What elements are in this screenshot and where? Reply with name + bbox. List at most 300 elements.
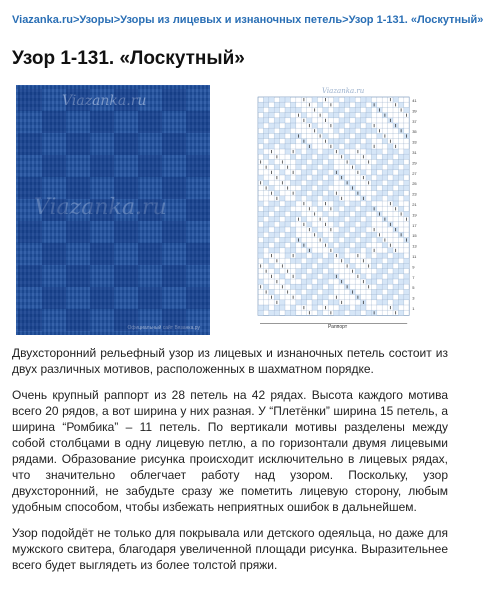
- scheme-cell: [269, 263, 274, 268]
- texture-block: [66, 265, 90, 287]
- scheme-cell: [366, 206, 371, 211]
- scheme-cell: [274, 310, 279, 315]
- scheme-cell: [263, 128, 268, 133]
- scheme-cell: [317, 295, 322, 300]
- scheme-cell: [355, 232, 360, 237]
- scheme-cell: [317, 154, 322, 159]
- scheme-cell: [398, 191, 403, 196]
- scheme-cell: [323, 154, 328, 159]
- texture-block: [186, 155, 210, 177]
- scheme-cell: [339, 201, 344, 206]
- scheme-cell: [290, 232, 295, 237]
- scheme-cell: [388, 165, 393, 170]
- scheme-cell: [398, 300, 403, 305]
- scheme-cell: [290, 133, 295, 138]
- knitting-scheme[interactable]: [244, 85, 436, 335]
- scheme-cell: [366, 149, 371, 154]
- scheme-cell: [296, 274, 301, 279]
- scheme-cell: [312, 201, 317, 206]
- scheme-cell: [398, 206, 403, 211]
- scheme-cell: [339, 243, 344, 248]
- row-number: 17: [412, 222, 417, 228]
- scheme-cell: [290, 284, 295, 289]
- scheme-cell: [334, 113, 339, 118]
- scheme-cell: [269, 107, 274, 112]
- scheme-cell: [317, 191, 322, 196]
- scheme-cell: [388, 248, 393, 253]
- scheme-cell: [361, 170, 366, 175]
- scheme-cell: [366, 237, 371, 242]
- scheme-cell: [393, 196, 398, 201]
- scheme-cell: [334, 107, 339, 112]
- scheme-cell: [371, 149, 376, 154]
- scheme-cell: [263, 222, 268, 227]
- scheme-cell: [269, 139, 274, 144]
- scheme-cell: [334, 139, 339, 144]
- photo-watermark: Viazanka.ru: [62, 93, 147, 109]
- scheme-cell: [285, 175, 290, 180]
- scheme-cell: [312, 97, 317, 102]
- scheme-cell: [371, 258, 376, 263]
- scheme-cell: [350, 222, 355, 227]
- scheme-cell: [301, 154, 306, 159]
- scheme-cell: [371, 232, 376, 237]
- scheme-cell: [361, 97, 366, 102]
- scheme-cell: [269, 185, 274, 190]
- scheme-cell: [328, 149, 333, 154]
- scheme-cell: [312, 123, 317, 128]
- scheme-cell: [398, 279, 403, 284]
- scheme-cell: [296, 258, 301, 263]
- row-number: 39: [412, 108, 417, 114]
- scheme-cell: [350, 144, 355, 149]
- scheme-cell: [280, 102, 285, 107]
- scheme-cell: [290, 211, 295, 216]
- scheme-cell: [317, 300, 322, 305]
- scheme-cell: [377, 289, 382, 294]
- scheme-cell: [350, 263, 355, 268]
- scheme-cell: [404, 196, 409, 201]
- row-number: 5: [412, 285, 415, 291]
- row-number: 3: [412, 295, 415, 301]
- scheme-cell: [312, 180, 317, 185]
- scheme-cell: [280, 211, 285, 216]
- scheme-cell: [269, 123, 274, 128]
- scheme-cell: [377, 253, 382, 258]
- scheme-cell: [274, 243, 279, 248]
- scheme-cell: [388, 274, 393, 279]
- scheme-cell: [323, 263, 328, 268]
- scheme-cell: [355, 107, 360, 112]
- scheme-cell: [274, 191, 279, 196]
- scheme-cell: [339, 248, 344, 253]
- scheme-cell: [258, 253, 263, 258]
- texture-block: [162, 309, 186, 331]
- scheme-cell: [269, 248, 274, 253]
- scheme-cell: [301, 191, 306, 196]
- scheme-cell: [344, 237, 349, 242]
- scheme-cell: [274, 118, 279, 123]
- scheme-cell: [323, 295, 328, 300]
- scheme-cell: [377, 274, 382, 279]
- scheme-cell: [366, 222, 371, 227]
- scheme-cell: [274, 102, 279, 107]
- scheme-cell: [258, 149, 263, 154]
- scheme-cell: [307, 295, 312, 300]
- row-number: 37: [412, 118, 417, 124]
- scheme-cell: [398, 269, 403, 274]
- scheme-cell: [317, 159, 322, 164]
- scheme-cell: [344, 222, 349, 227]
- scheme-cell: [328, 258, 333, 263]
- scheme-cell: [334, 201, 339, 206]
- scheme-cell: [274, 248, 279, 253]
- scheme-cell: [317, 102, 322, 107]
- scheme-cell: [350, 139, 355, 144]
- scheme-cell: [258, 279, 263, 284]
- scheme-cell: [296, 180, 301, 185]
- scheme-cell: [290, 305, 295, 310]
- scheme-cell: [404, 107, 409, 112]
- scheme-cell: [317, 175, 322, 180]
- scheme-cell: [339, 102, 344, 107]
- texture-block: [18, 221, 42, 243]
- scheme-cell: [361, 133, 366, 138]
- scheme-cell: [290, 310, 295, 315]
- scheme-cell: [307, 196, 312, 201]
- scheme-cell: [371, 274, 376, 279]
- scheme-cell: [285, 310, 290, 315]
- scheme-cell: [296, 253, 301, 258]
- scheme-cell: [274, 232, 279, 237]
- scheme-cell: [280, 237, 285, 242]
- breadcrumb-link-home[interactable]: Viazanka.ru: [12, 14, 73, 26]
- scheme-cell: [258, 102, 263, 107]
- scheme-cell: [334, 144, 339, 149]
- scheme-repeat-label: Раппорт: [328, 324, 348, 330]
- texture-block: [162, 221, 186, 243]
- scheme-cell: [344, 113, 349, 118]
- scheme-cell: [382, 284, 387, 289]
- scheme-cell: [328, 165, 333, 170]
- scheme-cell: [382, 300, 387, 305]
- scheme-cell: [377, 258, 382, 263]
- scheme-cell: [274, 269, 279, 274]
- paragraph-details: Очень крупный раппорт из 28 петель на 42 рядах. Высота каждого мотива всего 20 рядов, а вот ширина у них разная. У “Плетёнки” ширина 15 петель, а ширина “Ромбика” – 11 петель. По вертикали мотивы разделены между собой столбцами в одну лицевую петлю, а по горизонтали двумя лицевыми рядами. Образование рисунка происходит исключительно в лицевых рядах, что значительно облегчает работу над узором. Поскольку, узор двухсторонний, не забудьте сразу же пометить лицевую сторону, любым удобным способом, чтобы избежать неприятных ошибок в дальнейшем.: [12, 388, 448, 514]
- scheme-cell: [339, 232, 344, 237]
- scheme-cell: [350, 97, 355, 102]
- scheme-cell: [366, 123, 371, 128]
- scheme-cell: [296, 196, 301, 201]
- scheme-cell: [382, 170, 387, 175]
- scheme-cell: [404, 279, 409, 284]
- scheme-cell: [263, 227, 268, 232]
- scheme-cell: [323, 258, 328, 263]
- texture-block: [162, 89, 186, 111]
- scheme-cell: [334, 123, 339, 128]
- scheme-cell: [344, 206, 349, 211]
- scheme-cell: [398, 284, 403, 289]
- scheme-cell: [307, 263, 312, 268]
- scheme-cell: [312, 305, 317, 310]
- scheme-cell: [258, 232, 263, 237]
- scheme-cell: [377, 159, 382, 164]
- scheme-cell: [366, 201, 371, 206]
- texture-block: [90, 155, 114, 177]
- row-number: 23: [412, 191, 417, 197]
- scheme-cell: [312, 175, 317, 180]
- row-number: 33: [412, 139, 417, 145]
- scheme-cell: [404, 295, 409, 300]
- scheme-cell: [334, 217, 339, 222]
- scheme-cell: [388, 170, 393, 175]
- scheme-cell: [296, 107, 301, 112]
- scheme-cell: [371, 170, 376, 175]
- scheme-cell: [371, 196, 376, 201]
- scheme-cell: [285, 222, 290, 227]
- scheme-cell: [404, 263, 409, 268]
- scheme-cell: [398, 185, 403, 190]
- scheme-cell: [334, 97, 339, 102]
- scheme-cell: [361, 274, 366, 279]
- scheme-cell: [290, 139, 295, 144]
- scheme-cell: [274, 217, 279, 222]
- scheme-cell: [398, 170, 403, 175]
- scheme-cell: [382, 139, 387, 144]
- scheme-cell: [285, 139, 290, 144]
- scheme-cell: [398, 295, 403, 300]
- row-number: 35: [412, 129, 417, 135]
- photo-caption: Официальный сайт Вязанка.ру: [127, 325, 200, 331]
- scheme-cell: [388, 149, 393, 154]
- scheme-cell: [301, 253, 306, 258]
- scheme-cell: [361, 227, 366, 232]
- scheme-cell: [377, 196, 382, 201]
- scheme-cell: [301, 159, 306, 164]
- scheme-cell: [328, 196, 333, 201]
- scheme-cell: [258, 248, 263, 253]
- scheme-cell: [263, 113, 268, 118]
- scheme-cell: [361, 222, 366, 227]
- texture-block: [162, 177, 186, 199]
- scheme-cell: [269, 237, 274, 242]
- scheme-cell: [398, 175, 403, 180]
- scheme-cell: [404, 170, 409, 175]
- scheme-cell: [312, 196, 317, 201]
- scheme-cell: [285, 237, 290, 242]
- scheme-cell: [393, 97, 398, 102]
- scheme-cell: [366, 139, 371, 144]
- scheme-cell: [404, 165, 409, 170]
- scheme-cell: [388, 258, 393, 263]
- scheme-cell: [285, 206, 290, 211]
- scheme-cell: [301, 175, 306, 180]
- texture-block: [186, 243, 210, 265]
- scheme-cell: [377, 300, 382, 305]
- texture-block: [66, 133, 90, 155]
- page-title: Узор 1-131. «Лоскутный»: [12, 48, 245, 69]
- scheme-cell: [344, 133, 349, 138]
- scheme-cell: [312, 274, 317, 279]
- scheme-cell: [377, 149, 382, 154]
- scheme-cell: [366, 217, 371, 222]
- breadcrumb-link-current[interactable]: Узор 1-131. «Лоскутный»: [348, 14, 483, 26]
- scheme-cell: [285, 279, 290, 284]
- scheme-cell: [274, 211, 279, 216]
- breadcrumb-link-patterns[interactable]: Узоры: [79, 14, 114, 26]
- scheme-cell: [377, 284, 382, 289]
- scheme-cell: [307, 289, 312, 294]
- scheme-cell: [371, 180, 376, 185]
- scheme-cell: [263, 154, 268, 159]
- scheme-cell: [323, 170, 328, 175]
- scheme-cell: [388, 180, 393, 185]
- scheme-cell: [334, 300, 339, 305]
- scheme-cell: [393, 300, 398, 305]
- scheme-cell: [258, 123, 263, 128]
- scheme-cell: [339, 253, 344, 258]
- scheme-cell: [339, 133, 344, 138]
- scheme-cell: [328, 253, 333, 258]
- scheme-cell: [307, 118, 312, 123]
- scheme-cell: [393, 191, 398, 196]
- scheme-cell: [263, 144, 268, 149]
- scheme-cell: [269, 201, 274, 206]
- scheme-cell: [371, 279, 376, 284]
- scheme-cell: [263, 211, 268, 216]
- texture-block: [66, 89, 90, 111]
- scheme-cell: [350, 123, 355, 128]
- scheme-cell: [404, 274, 409, 279]
- scheme-cell: [355, 217, 360, 222]
- knitted-sample-photo[interactable]: [16, 85, 210, 335]
- scheme-cell: [263, 118, 268, 123]
- scheme-cell: [366, 248, 371, 253]
- scheme-cell: [339, 227, 344, 232]
- scheme-cell: [274, 165, 279, 170]
- scheme-cell: [366, 144, 371, 149]
- scheme-cell: [296, 159, 301, 164]
- scheme-cell: [388, 154, 393, 159]
- scheme-cell: [317, 206, 322, 211]
- scheme-cell: [323, 107, 328, 112]
- scheme-cell: [269, 113, 274, 118]
- texture-block: [42, 243, 66, 265]
- scheme-cell: [280, 196, 285, 201]
- scheme-cell: [344, 154, 349, 159]
- scheme-cell: [355, 305, 360, 310]
- texture-block: [42, 155, 66, 177]
- scheme-cell: [301, 300, 306, 305]
- scheme-cell: [280, 128, 285, 133]
- scheme-cell: [301, 113, 306, 118]
- scheme-cell: [290, 217, 295, 222]
- scheme-cell: [350, 237, 355, 242]
- scheme-cell: [382, 191, 387, 196]
- texture-block: [42, 199, 66, 221]
- texture-block: [162, 265, 186, 287]
- scheme-cell: [388, 263, 393, 268]
- scheme-cell: [263, 206, 268, 211]
- scheme-cell: [388, 295, 393, 300]
- scheme-cell: [317, 263, 322, 268]
- scheme-cell: [296, 165, 301, 170]
- scheme-cell: [296, 284, 301, 289]
- scheme-cell: [404, 180, 409, 185]
- scheme-cell: [317, 253, 322, 258]
- scheme-cell: [274, 305, 279, 310]
- texture-block: [66, 221, 90, 243]
- scheme-cell: [328, 289, 333, 294]
- scheme-cell: [355, 133, 360, 138]
- scheme-cell: [263, 305, 268, 310]
- scheme-cell: [371, 289, 376, 294]
- scheme-cell: [393, 159, 398, 164]
- scheme-cell: [328, 243, 333, 248]
- scheme-cell: [350, 113, 355, 118]
- scheme-cell: [404, 258, 409, 263]
- scheme-cell: [334, 128, 339, 133]
- scheme-cell: [280, 274, 285, 279]
- scheme-cell: [269, 310, 274, 315]
- scheme-cell: [344, 102, 349, 107]
- scheme-cell: [382, 263, 387, 268]
- scheme-cell: [317, 232, 322, 237]
- scheme-cell: [328, 180, 333, 185]
- row-number: 27: [412, 170, 417, 176]
- scheme-cell: [371, 295, 376, 300]
- scheme-cell: [355, 102, 360, 107]
- scheme-cell: [307, 185, 312, 190]
- scheme-cell: [312, 300, 317, 305]
- scheme-cell: [382, 175, 387, 180]
- texture-block: [18, 133, 42, 155]
- scheme-cell: [355, 201, 360, 206]
- scheme-cell: [334, 206, 339, 211]
- scheme-cell: [404, 149, 409, 154]
- scheme-cell: [393, 305, 398, 310]
- scheme-cell: [393, 180, 398, 185]
- texture-block: [162, 133, 186, 155]
- scheme-cell: [258, 217, 263, 222]
- scheme-cell: [269, 159, 274, 164]
- scheme-cell: [258, 133, 263, 138]
- scheme-cell: [290, 180, 295, 185]
- texture-block: [114, 133, 138, 155]
- scheme-cell: [398, 159, 403, 164]
- scheme-cell: [339, 118, 344, 123]
- scheme-cell: [355, 123, 360, 128]
- scheme-cell: [317, 170, 322, 175]
- scheme-cell: [280, 243, 285, 248]
- scheme-cell: [361, 113, 366, 118]
- scheme-cell: [323, 279, 328, 284]
- texture-block: [138, 199, 162, 221]
- scheme-cell: [312, 165, 317, 170]
- scheme-cell: [404, 289, 409, 294]
- scheme-cell: [307, 170, 312, 175]
- scheme-cell: [366, 253, 371, 258]
- texture-block: [66, 309, 90, 331]
- scheme-cell: [290, 227, 295, 232]
- scheme-cell: [269, 97, 274, 102]
- scheme-cell: [301, 269, 306, 274]
- scheme-cell: [296, 149, 301, 154]
- scheme-cell: [382, 243, 387, 248]
- breadcrumb-link-category[interactable]: Узоры из лицевых и изнаночных петель: [120, 14, 343, 26]
- scheme-cell: [328, 300, 333, 305]
- scheme-cell: [366, 113, 371, 118]
